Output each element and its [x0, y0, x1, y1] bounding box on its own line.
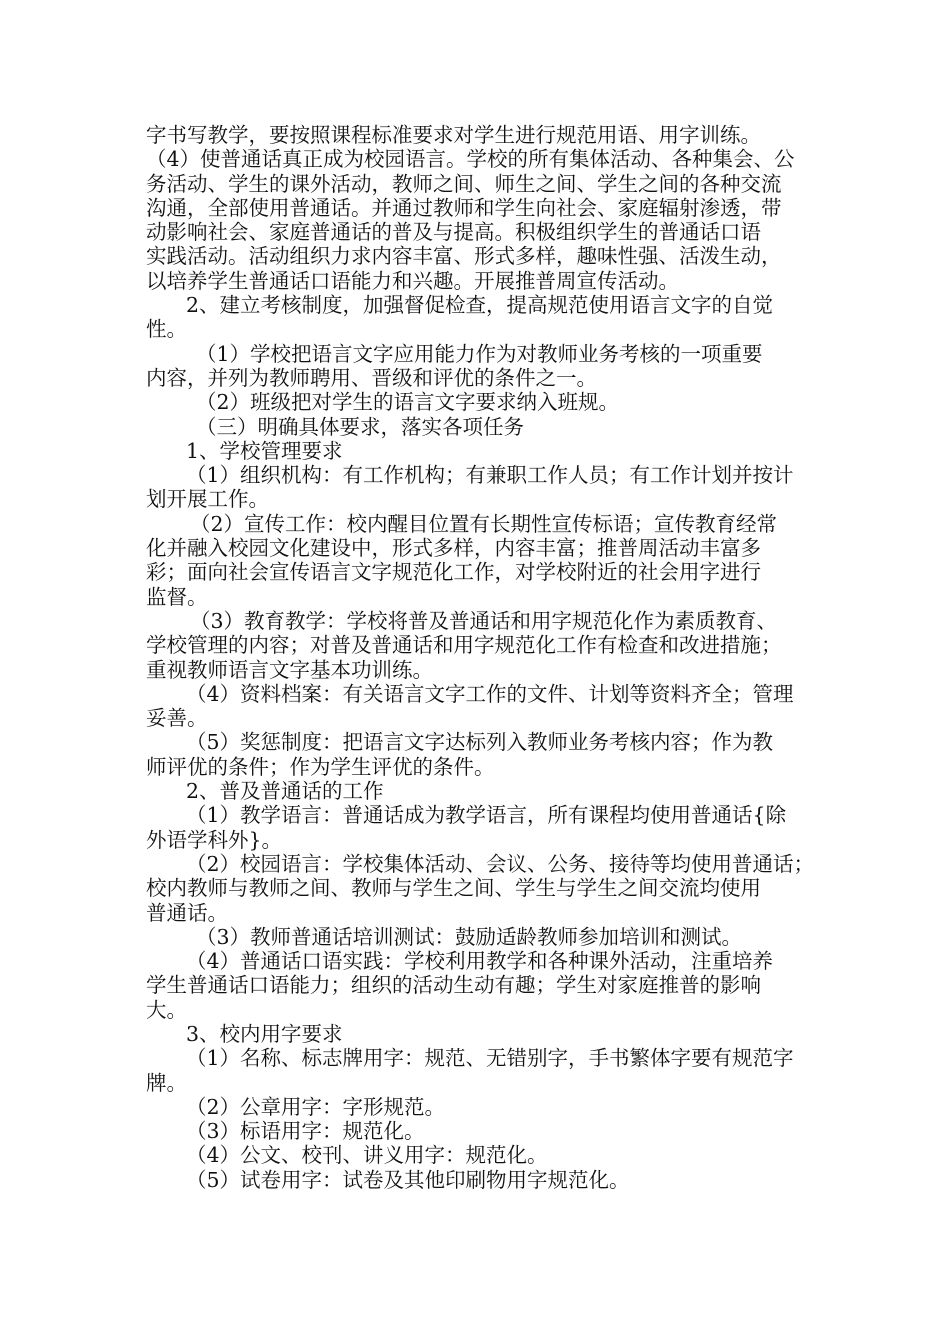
text-line: 务活动、学生的课外活动，教师之间、师生之间、学生之间的各种交流	[146, 171, 782, 196]
text-line: 外语学科外}。	[146, 827, 283, 852]
text-line: 监督。	[146, 584, 208, 609]
text-line: （1）教学语言：普通话成为教学语言，所有课程均使用普通话{除	[186, 803, 787, 828]
document-body	[146, 123, 816, 1192]
text-line: 彩；面向社会宣传语言文字规范化工作，对学校附近的社会用字进行	[146, 560, 761, 585]
text-line: （2）校园语言：学校集体活动、会议、公务、接待等均使用普通话；	[186, 851, 815, 876]
text-line: 师评优的条件；作为学生评优的条件。	[146, 754, 495, 779]
text-line: 实践活动。活动组织力求内容丰富、形式多样，趣味性强、活泼生动，	[146, 244, 782, 269]
text-line: 性。	[146, 317, 187, 342]
text-line: 学生普通话口语能力；组织的活动生动有趣；学生对家庭推普的影响	[146, 973, 761, 998]
text-line: 沟通，全部使用普通话。并通过教师和学生向社会、家庭辐射渗透，带	[146, 195, 782, 220]
section-heading: （三）明确具体要求，落实各项任务	[196, 414, 524, 439]
section-heading: 2、建立考核制度，加强督促检查，提高规范使用语言文字的自觉	[186, 293, 774, 318]
text-line: 化并融入校园文化建设中，形式多样，内容丰富；推普周活动丰富多	[146, 536, 761, 561]
text-line: （4）公文、校刊、讲义用字：规范化。	[186, 1143, 548, 1168]
text-line: （3）教育教学：学校将普及普通话和用字规范化作为素质教育、	[190, 608, 778, 633]
text-line: 字书写教学，要按照课程标准要求对学生进行规范用语、用字训练。	[146, 123, 761, 147]
text-line: 校内教师与教师之间、教师与学生之间、学生与学生之间交流均使用	[146, 876, 761, 901]
text-line: 内容，并列为教师聘用、晋级和评优的条件之一。	[146, 365, 597, 390]
text-line: 大。	[146, 997, 187, 1022]
section-heading: 2、普及普通话的工作	[186, 779, 384, 804]
text-line: （4）使普通话真正成为校园语言。学校的所有集体活动、各种集会、公	[146, 147, 795, 172]
text-line: （2）公章用字：字形规范。	[186, 1094, 446, 1119]
section-heading: 3、校内用字要求	[186, 1021, 343, 1046]
text-line: （1）学校把语言文字应用能力作为对教师业务考核的一项重要	[196, 341, 763, 366]
text-line: （2）宣传工作：校内醒目位置有长期性宣传标语；宣传教育经常	[190, 511, 778, 536]
text-line: 普通话。	[146, 900, 228, 925]
text-line: （5）试卷用字：试卷及其他印刷物用字规范化。	[186, 1167, 630, 1192]
text-line: 划开展工作。	[146, 487, 269, 512]
section-heading: 1、学校管理要求	[186, 438, 343, 463]
text-line: （2）班级把对学生的语言文字要求纳入班规。	[196, 390, 620, 415]
text-line: （3）教师普通话培训测试：鼓励适龄教师参加培训和测试。	[196, 924, 743, 949]
text-line: （5）奖惩制度：把语言文字达标列入教师业务考核内容；作为教	[186, 730, 774, 755]
text-line: 牌。	[146, 1070, 187, 1095]
text-line: 动影响社会、家庭普通话的普及与提高。积极组织学生的普通话口语	[146, 220, 761, 245]
text-line: （1）组织机构：有工作机构；有兼职工作人员；有工作计划并按计	[186, 463, 794, 488]
text-line: （4）普通话口语实践：学校利用教学和各种课外活动，注重培养	[186, 949, 774, 974]
text-line: （3）标语用字：规范化。	[186, 1119, 425, 1144]
text-line: （4）资料档案：有关语言文字工作的文件、计划等资料齐全；管理	[186, 681, 794, 706]
text-line: 以培养学生普通话口语能力和兴趣。开展推普周宣传活动。	[146, 268, 679, 293]
text-line: （1）名称、标志牌用字：规范、无错别字，手书繁体字要有规范字	[186, 1046, 794, 1071]
text-line: 妥善。	[146, 706, 208, 731]
text-line: 学校管理的内容；对普及普通话和用字规范化工作有检查和改进措施；	[146, 633, 782, 658]
text-line: 重视教师语言文字基本功训练。	[146, 657, 433, 682]
